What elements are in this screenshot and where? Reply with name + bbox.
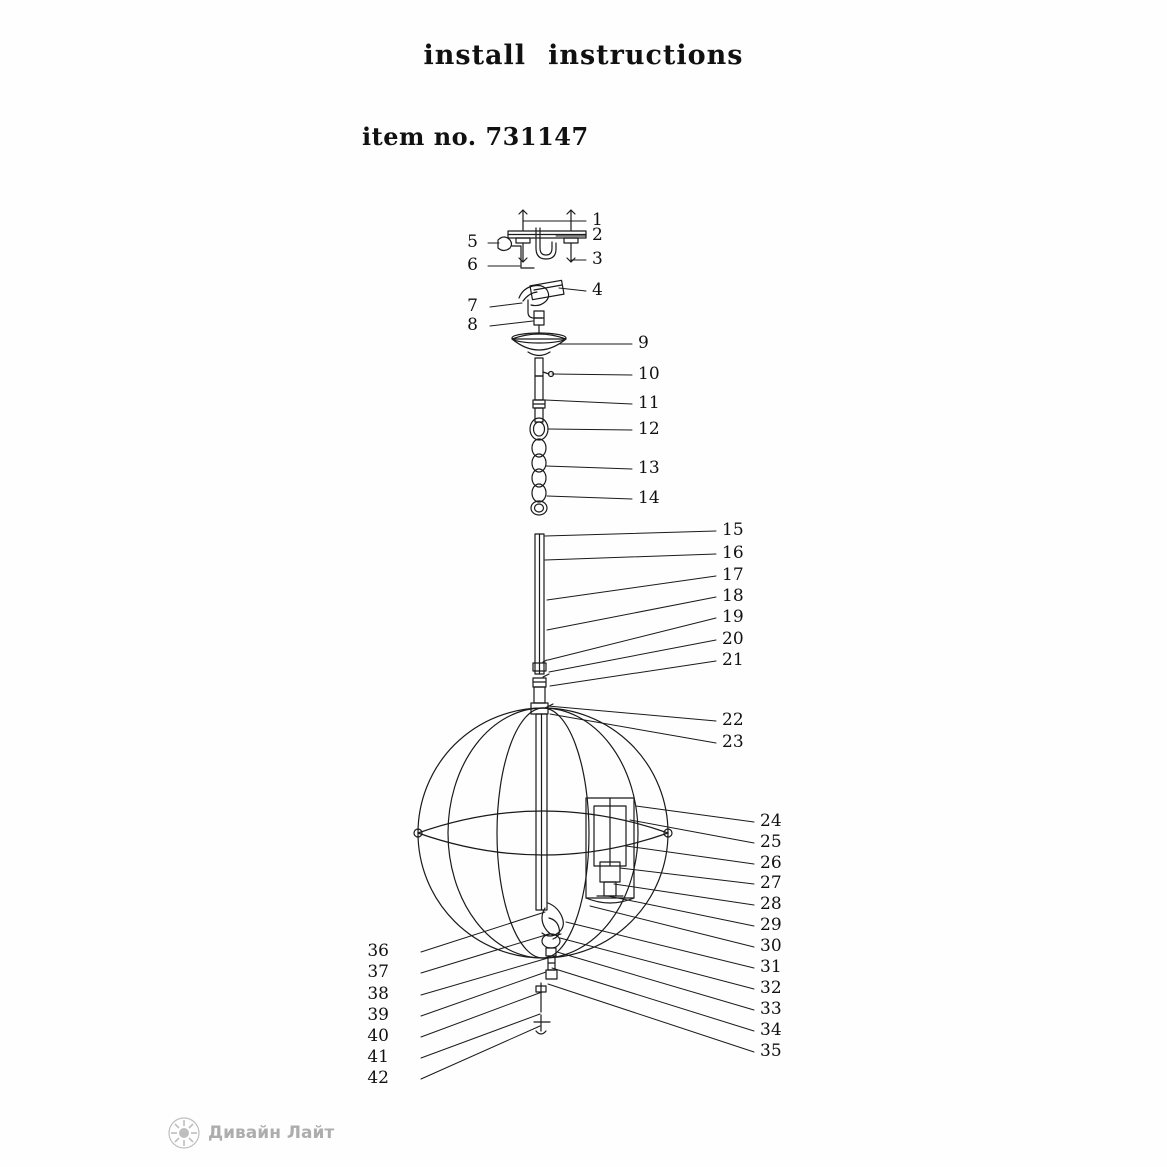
callout-number: 39 — [367, 1005, 389, 1025]
callout-number: 4 — [592, 280, 603, 300]
callout-number: 42 — [367, 1068, 389, 1088]
callout-number: 40 — [367, 1026, 389, 1046]
canopy-group — [512, 333, 566, 356]
callout-number: 30 — [760, 936, 782, 956]
callout-number: 22 — [722, 710, 744, 730]
callout-number: 20 — [722, 629, 744, 649]
callout-number: 34 — [760, 1020, 782, 1040]
callout-number: 19 — [722, 607, 744, 627]
lamp-holder-group — [586, 798, 634, 903]
stem-group — [531, 534, 553, 714]
callout-number: 6 — [467, 255, 478, 275]
callout-number: 18 — [722, 586, 744, 606]
callout-number: 31 — [760, 957, 782, 977]
callout-number: 35 — [760, 1041, 782, 1061]
rod-chain-group — [530, 358, 554, 515]
callout-number: 12 — [638, 419, 660, 439]
callout-number: 27 — [760, 873, 782, 893]
title-word-instructions: instructions — [548, 40, 744, 71]
callout-number: 17 — [722, 565, 744, 585]
callout-number: 41 — [367, 1047, 389, 1067]
callout-number: 8 — [467, 315, 478, 335]
sun-logo-icon — [168, 1117, 200, 1149]
item-number: item no. 731147 — [362, 122, 589, 151]
watermark-text: Дивайн Лайт — [208, 1123, 335, 1143]
callout-number: 38 — [367, 984, 389, 1004]
callout-number: 21 — [722, 650, 744, 670]
callout-number: 13 — [638, 458, 660, 478]
callout-number: 14 — [638, 488, 660, 508]
callout-number: 33 — [760, 999, 782, 1019]
callout-number: 26 — [760, 853, 782, 873]
callout-number: 25 — [760, 832, 782, 852]
title-word-install: install — [423, 40, 527, 71]
callout-number: 36 — [367, 941, 389, 961]
callout-number: 2 — [592, 225, 603, 245]
callout-number: 32 — [760, 978, 782, 998]
ceiling-bracket-group — [498, 210, 586, 268]
callout-number: 37 — [367, 962, 389, 982]
callout-number: 5 — [467, 232, 478, 252]
callout-number: 28 — [760, 894, 782, 914]
wire-clamp-group — [519, 280, 564, 334]
callout-number: 24 — [760, 811, 782, 831]
callout-number: 29 — [760, 915, 782, 935]
callout-number: 23 — [722, 732, 744, 752]
callout-number: 11 — [638, 393, 660, 413]
callout-number: 9 — [638, 333, 649, 353]
callout-number: 3 — [592, 249, 603, 269]
callout-number: 15 — [722, 520, 744, 540]
callout-number: 16 — [722, 543, 744, 563]
globe-cage-group — [414, 708, 672, 958]
callout-number: 1 — [592, 210, 603, 230]
callout-number: 7 — [467, 296, 478, 316]
watermark — [168, 1117, 334, 1149]
callout-number: 10 — [638, 364, 660, 384]
